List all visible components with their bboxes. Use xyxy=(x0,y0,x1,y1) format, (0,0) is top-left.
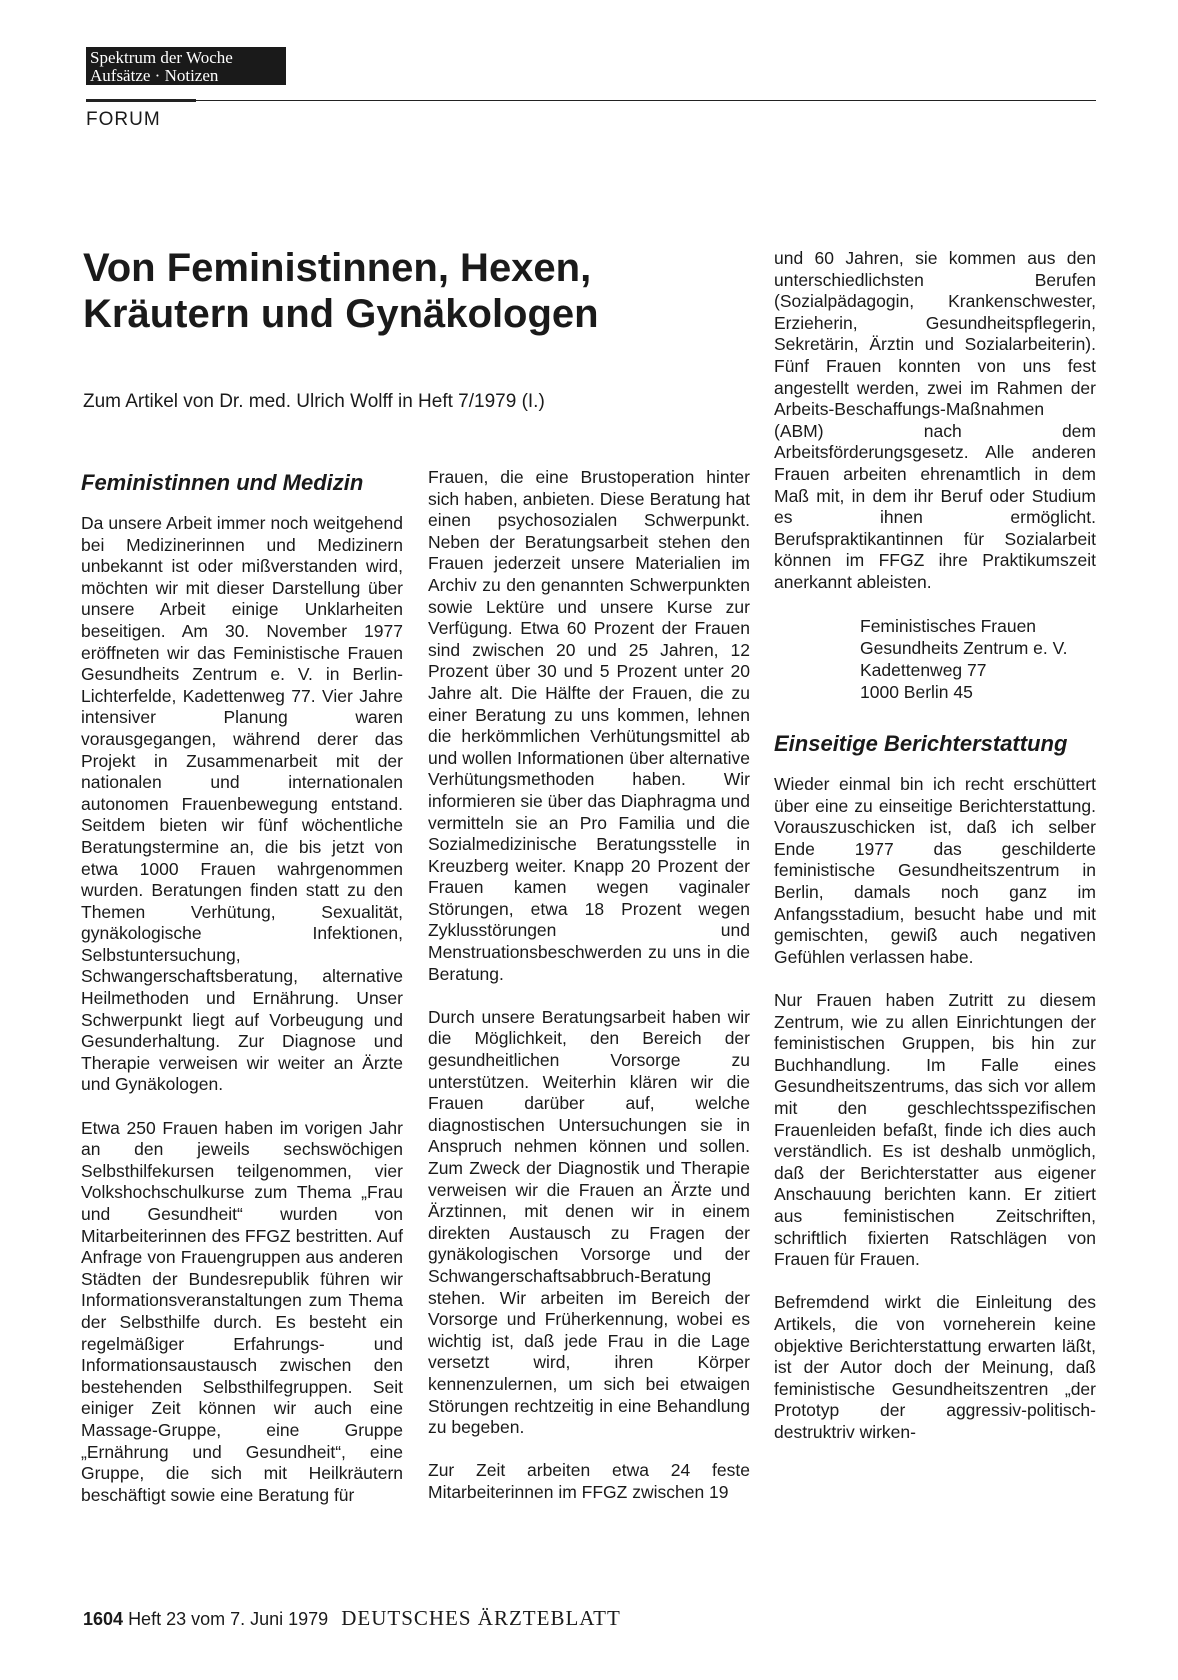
header-label-line2: Aufsätze · Notizen xyxy=(90,66,219,85)
issue-info: Heft 23 vom 7. Juni 1979 xyxy=(128,1609,329,1629)
paragraph: Durch unsere Beratungsarbeit haben wir die Möglichkeit, den Bereich der gesundheitlichen Vorsorge zu unterstützen. Weiterhin klären wir die Frauen darüber auf, welche diagnostischen Untersuchungen sie in Anspruch nehmen können und sollen. Zum Zweck der Diagnostik und Therapie verweisen wir die Frauen an Ärzte und Ärztinnen, mit denen wir in einem direkten Austausch zu Fragen der gynäkologischen Vorsorge und der Schwangerschaftsabbruch-Beratung stehen. Wir arbeiten im Bereich der Vorsorge und Früherkennung, wobei es wichtig ist, daß jede Frau in die Lage versetzt wird, ihren Körper kennenzulernen, um sich bei etwaigen Störungen rechtzeitig in eine Behandlung zu begeben. xyxy=(428,1006,750,1438)
page-number: 1604 xyxy=(83,1609,124,1629)
section-label: FORUM xyxy=(86,109,161,130)
article-subtitle: Zum Artikel von Dr. med. Ulrich Wolff in Heft 7/1979 (I.) xyxy=(83,391,545,412)
paragraph: Da unsere Arbeit immer noch weitgehend bei Medizinerinnen und Medizinern unbekannt ist oder mißverstanden wird, möchten wir mit dieser Darstellung über unsere Arbeit einige Unklarheiten beseitigen. Am 30. November 1977 eröffneten wir das Feministische Frauen Gesundheits Zentrum e. V. in Berlin-Lichterfelde, Kadettenweg 77. Vier Jahre intensiver Planung waren vorausgegangen, während derer das Projekt in Zusammenarbeit mit der nationalen und internationalen autonomen Frauenbewegung entstand. Seitdem bieten wir fünf wöchentliche Beratungstermine an, die bis jetzt von etwa 1000 Frauen wahrgenommen wurden. Beratungen finden statt zu den Themen Verhütung, Sexualität, gynäkologische Infektionen, Selbstuntersuchung, Schwangerschaftsberatung, alternative Heilmethoden und Ernährung. Unser Schwerpunkt liegt auf Vorbeugung und Gesunderhaltung. Zur Diagnose und Therapie verweisen wir weiter an Ärzte und Gynäkologen. xyxy=(81,513,403,1095)
paragraph: Nur Frauen haben Zutritt zu diesem Zentrum, wie zu allen Einrichtungen der feministischen Gruppen, bis hin zur Buchhandlung. Im Falle eines Gesundheitszentrums, das sich vor allem mit den geschlechtsspezifischen Frauenleiden befaßt, finde ich dies auch verständlich. Es ist deshalb unmöglich, daß der Berichterstatter aus eigener Anschauung berichten kann. Er zitiert aus feministischen Zeitschriften, schriftlich fixierten Ratschlägen von Frauen für Frauen. xyxy=(774,990,1096,1270)
signature-line: Kadettenweg 77 xyxy=(860,660,987,681)
signature-line: Gesundheits Zentrum e. V. xyxy=(860,638,1068,659)
page-footer xyxy=(83,1606,621,1631)
header-rule xyxy=(86,100,1096,101)
paragraph: Etwa 250 Frauen haben im vorigen Jahr an den jeweils sechswöchigen Selbsthilfekursen teilgenommen, vier Volkshochschulkurse zum Thema „Frau und Gesundheit“ wurden von Mitarbeiterinnen des FFGZ bestritten. Auf Anfrage von Frauengruppen aus anderen Städten der Bundesrepublik führen wir Informationsveranstaltungen zum Thema der Selbsthilfe durch. Es besteht ein regelmäßiger Erfahrungs- und Informationsaustausch zwischen den bestehenden Selbsthilfegruppen. Seit einiger Zeit können wir auch eine Massage-Gruppe, eine Gruppe „Ernährung und Gesundheit“, eine Gruppe, die sich mit Heilkräutern beschäftigt sowie eine Beratung für xyxy=(81,1117,403,1505)
section-heading: Feministinnen und Medizin xyxy=(81,470,364,495)
signature-line: 1000 Berlin 45 xyxy=(860,682,973,703)
column-1 xyxy=(81,470,403,1528)
header-label-box xyxy=(86,47,286,85)
paragraph: Wieder einmal bin ich recht erschüttert über eine zu einseitige Berichterstattung. Vorauszuschicken ist, daß ich selber Ende 1977 das geschilderte feministische Gesundheitszentrum in Berlin, damals noch ganz im Anfangsstadium, besucht habe und mit gemischten, gewiß auch negativen Gefühlen verlassen habe. xyxy=(774,774,1096,967)
paragraph: Frauen, die eine Brustoperation hinter sich haben, anbieten. Diese Beratung hat einen psychosozialen Schwerpunkt. Neben der Beratungsarbeit stehen den Frauen jederzeit unsere Materialien im Archiv zu den genannten Schwerpunkten sowie Lektüre und unsere Kurse zur Verfügung. Etwa 60 Prozent der Frauen sind zwischen 20 und 25 Jahren, 12 Prozent über 30 und 5 Prozent unter 20 Jahre alt. Die Hälfte der Frauen, die zu einer Beratung zu uns kommen, lehnen die herkömmlichen Verhütungsmittel ab und wollen Informationen über alternative Verhütungsmethoden haben. Wir informieren sie über das Diaphragma und vermitteln sie an Pro Familia und die Sozialmedizinische Beratungsstelle in Kreuzberg weiter. Knapp 20 Prozent der Frauen kamen wegen vaginaler Störungen, etwa 18 Prozent wegen Zyklusstörungen und Menstruationsbeschwerden zu uns in die Beratung. xyxy=(428,467,750,984)
signature-line: Feministisches Frauen xyxy=(860,616,1037,637)
column-2 xyxy=(428,467,750,1525)
column-3 xyxy=(774,248,1096,1465)
journal-name: DEUTSCHES ÄRZTEBLATT xyxy=(341,1606,621,1630)
paragraph: Zur Zeit arbeiten etwa 24 feste Mitarbeiterinnen im FFGZ zwischen 19 xyxy=(428,1460,750,1502)
section-heading: Einseitige Berichterstattung xyxy=(774,731,1068,757)
header-rule-accent xyxy=(86,99,196,102)
header-label-line1: Spektrum der Woche xyxy=(90,48,233,67)
article-title: Von Feministinnen, Hexen, Kräutern und Gynäkologen xyxy=(83,246,599,336)
signature-block xyxy=(860,615,1096,703)
paragraph: Befremdend wirkt die Einleitung des Artikels, die von vorneherein keine objektive Berichterstattung erwarten läßt, ist der Autor doch der Meinung, daß feministische Gesundheitszentren „der Prototyp der aggressiv-politisch-destruktriv wirken- xyxy=(774,1292,1096,1442)
paragraph: und 60 Jahren, sie kommen aus den unterschiedlichsten Berufen (Sozialpädagogin, Krankenschwester, Erzieherin, Gesundheitspflegerin, Sekretärin, Ärztin und Sozialarbeiterin). Fünf Frauen konnten von uns fest angestellt werden, zwei im Rahmen der Arbeits-Beschaffungs-Maßnahmen (ABM) nach dem Arbeitsförderungsgesetz. Alle anderen Frauen arbeiten ehrenamtlich in dem Maß mit, in dem ihr Beruf oder Studium es ihnen ermöglicht. Berufspraktikantinnen für Sozialarbeit können im FFGZ ihre Praktikumszeit anerkannt ableisten. xyxy=(774,248,1096,592)
